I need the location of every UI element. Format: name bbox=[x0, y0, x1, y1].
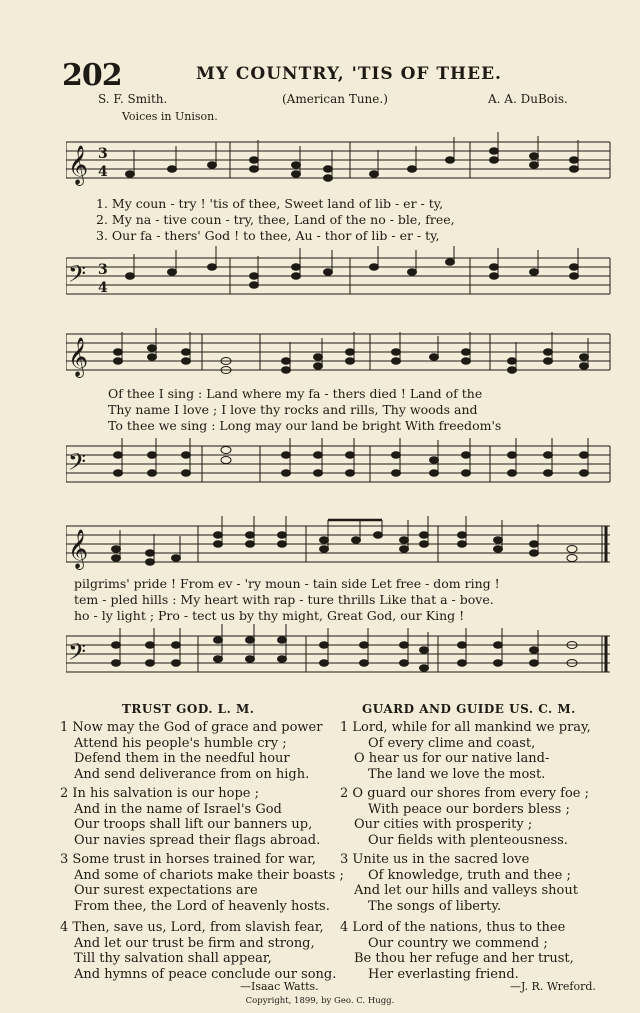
lyric-line: 1. My coun - try ! 'tis of thee, Sweet land of lib - er - ty, bbox=[96, 196, 444, 211]
music-system-2 bbox=[66, 322, 612, 512]
hymn1-verse-3: 3 Some trust in horses trained for war, And some of chariots make their boasts ; Our surest expectations are From thee, the Lord of heavenly hosts. bbox=[60, 852, 344, 914]
lyric-line: pilgrims' pride ! From ev - 'ry moun - tain side Let free - dom ring ! bbox=[74, 576, 500, 591]
hymn2-title: GUARD AND GUIDE US. C. M. bbox=[362, 702, 576, 716]
hymn2-author: —J. R. Wreford. bbox=[510, 980, 596, 993]
svg-text:𝄞: 𝄞 bbox=[68, 529, 89, 569]
hymn2-verse-4: 4 Lord of the nations, thus to thee Our country we commend ; Be thou her refuge and her trust, Her everlasting friend. bbox=[340, 920, 574, 982]
hymn2-verse-3: 3 Unite us in the sacred love Of knowledge, truth and thee ; And let our hills and valleys shout The songs of liberty. bbox=[340, 852, 578, 914]
music-system-3 bbox=[66, 514, 612, 694]
hymn2-verse-2: 2 O guard our shores from every foe ; With peace our borders bless ; Our cities with prosperity ; Our fields with plenteousness. bbox=[340, 786, 590, 848]
svg-text:𝄞: 𝄞 bbox=[68, 145, 89, 185]
copyright-notice: Copyright, 1899, by Geo. C. Hugg. bbox=[245, 996, 395, 1006]
bass-staff bbox=[66, 246, 612, 306]
svg-text:3: 3 bbox=[98, 146, 108, 162]
lyric-line: Thy name I love ; I love thy rocks and rills, Thy woods and bbox=[108, 402, 478, 417]
svg-text:4: 4 bbox=[98, 164, 108, 180]
music-system-1 bbox=[66, 120, 612, 310]
performance-instruction: Voices in Unison. bbox=[122, 110, 218, 123]
svg-text:3: 3 bbox=[98, 262, 108, 278]
svg-text:𝄞: 𝄞 bbox=[68, 337, 89, 377]
lyric-line: Of thee I sing : Land where my fa - thers died ! Land of the bbox=[108, 386, 483, 401]
treble-staff bbox=[66, 514, 612, 578]
composer-credit: A. A. DuBois. bbox=[488, 92, 568, 106]
lyric-line: tem - pled hills : My heart with rap - ture thrills Like that a - bove. bbox=[74, 592, 494, 607]
hymn1-author: —Isaac Watts. bbox=[240, 980, 319, 993]
bass-staff bbox=[66, 624, 612, 688]
lyric-line: 3. Our fa - thers' God ! to thee, Au - thor of lib - er - ty, bbox=[96, 228, 440, 243]
lyric-line: To thee we sing : Long may our land be bright With freedom's bbox=[108, 418, 502, 433]
svg-text:4: 4 bbox=[98, 280, 108, 296]
svg-text:𝄢: 𝄢 bbox=[68, 638, 87, 671]
lyricist-credit: S. F. Smith. bbox=[98, 92, 168, 106]
tune-name: (American Tune.) bbox=[282, 92, 388, 106]
lyric-line: ho - ly light ; Pro - tect us by thy might, Great God, our King ! bbox=[74, 608, 465, 623]
page-number: 202 bbox=[62, 58, 122, 93]
bass-staff bbox=[66, 434, 612, 498]
hymn1-verse-2: 2 In his salvation is our hope ; And in the name of Israel's God Our troops shall lift our banners up, Our navies spread their flags abroad. bbox=[60, 786, 321, 848]
treble-staff bbox=[66, 322, 612, 382]
lyric-line: 2. My na - tive coun - try, thee, Land of the no - ble, free, bbox=[96, 212, 455, 227]
hymn2-verse-1: 1 Lord, while for all mankind we pray, Of every clime and coast, O hear us for our native land- The land we love the most. bbox=[340, 720, 591, 782]
hymn1-verse-1: 1 Now may the God of grace and power Attend his people's humble cry ; Defend them in the needful hour And send deliverance from on high. bbox=[60, 720, 323, 782]
hymn1-title: TRUST GOD. L. M. bbox=[122, 702, 255, 716]
hymn1-verse-4: 4 Then, save us, Lord, from slavish fear, And let our trust be firm and strong, Till thy salvation shall appear, And hymns of peace conclude our song. bbox=[60, 920, 337, 982]
treble-staff bbox=[66, 132, 612, 202]
svg-text:𝄢: 𝄢 bbox=[68, 260, 87, 293]
hymn-title: MY COUNTRY, 'TIS OF THEE. bbox=[196, 64, 502, 84]
svg-text:𝄢: 𝄢 bbox=[68, 448, 87, 481]
